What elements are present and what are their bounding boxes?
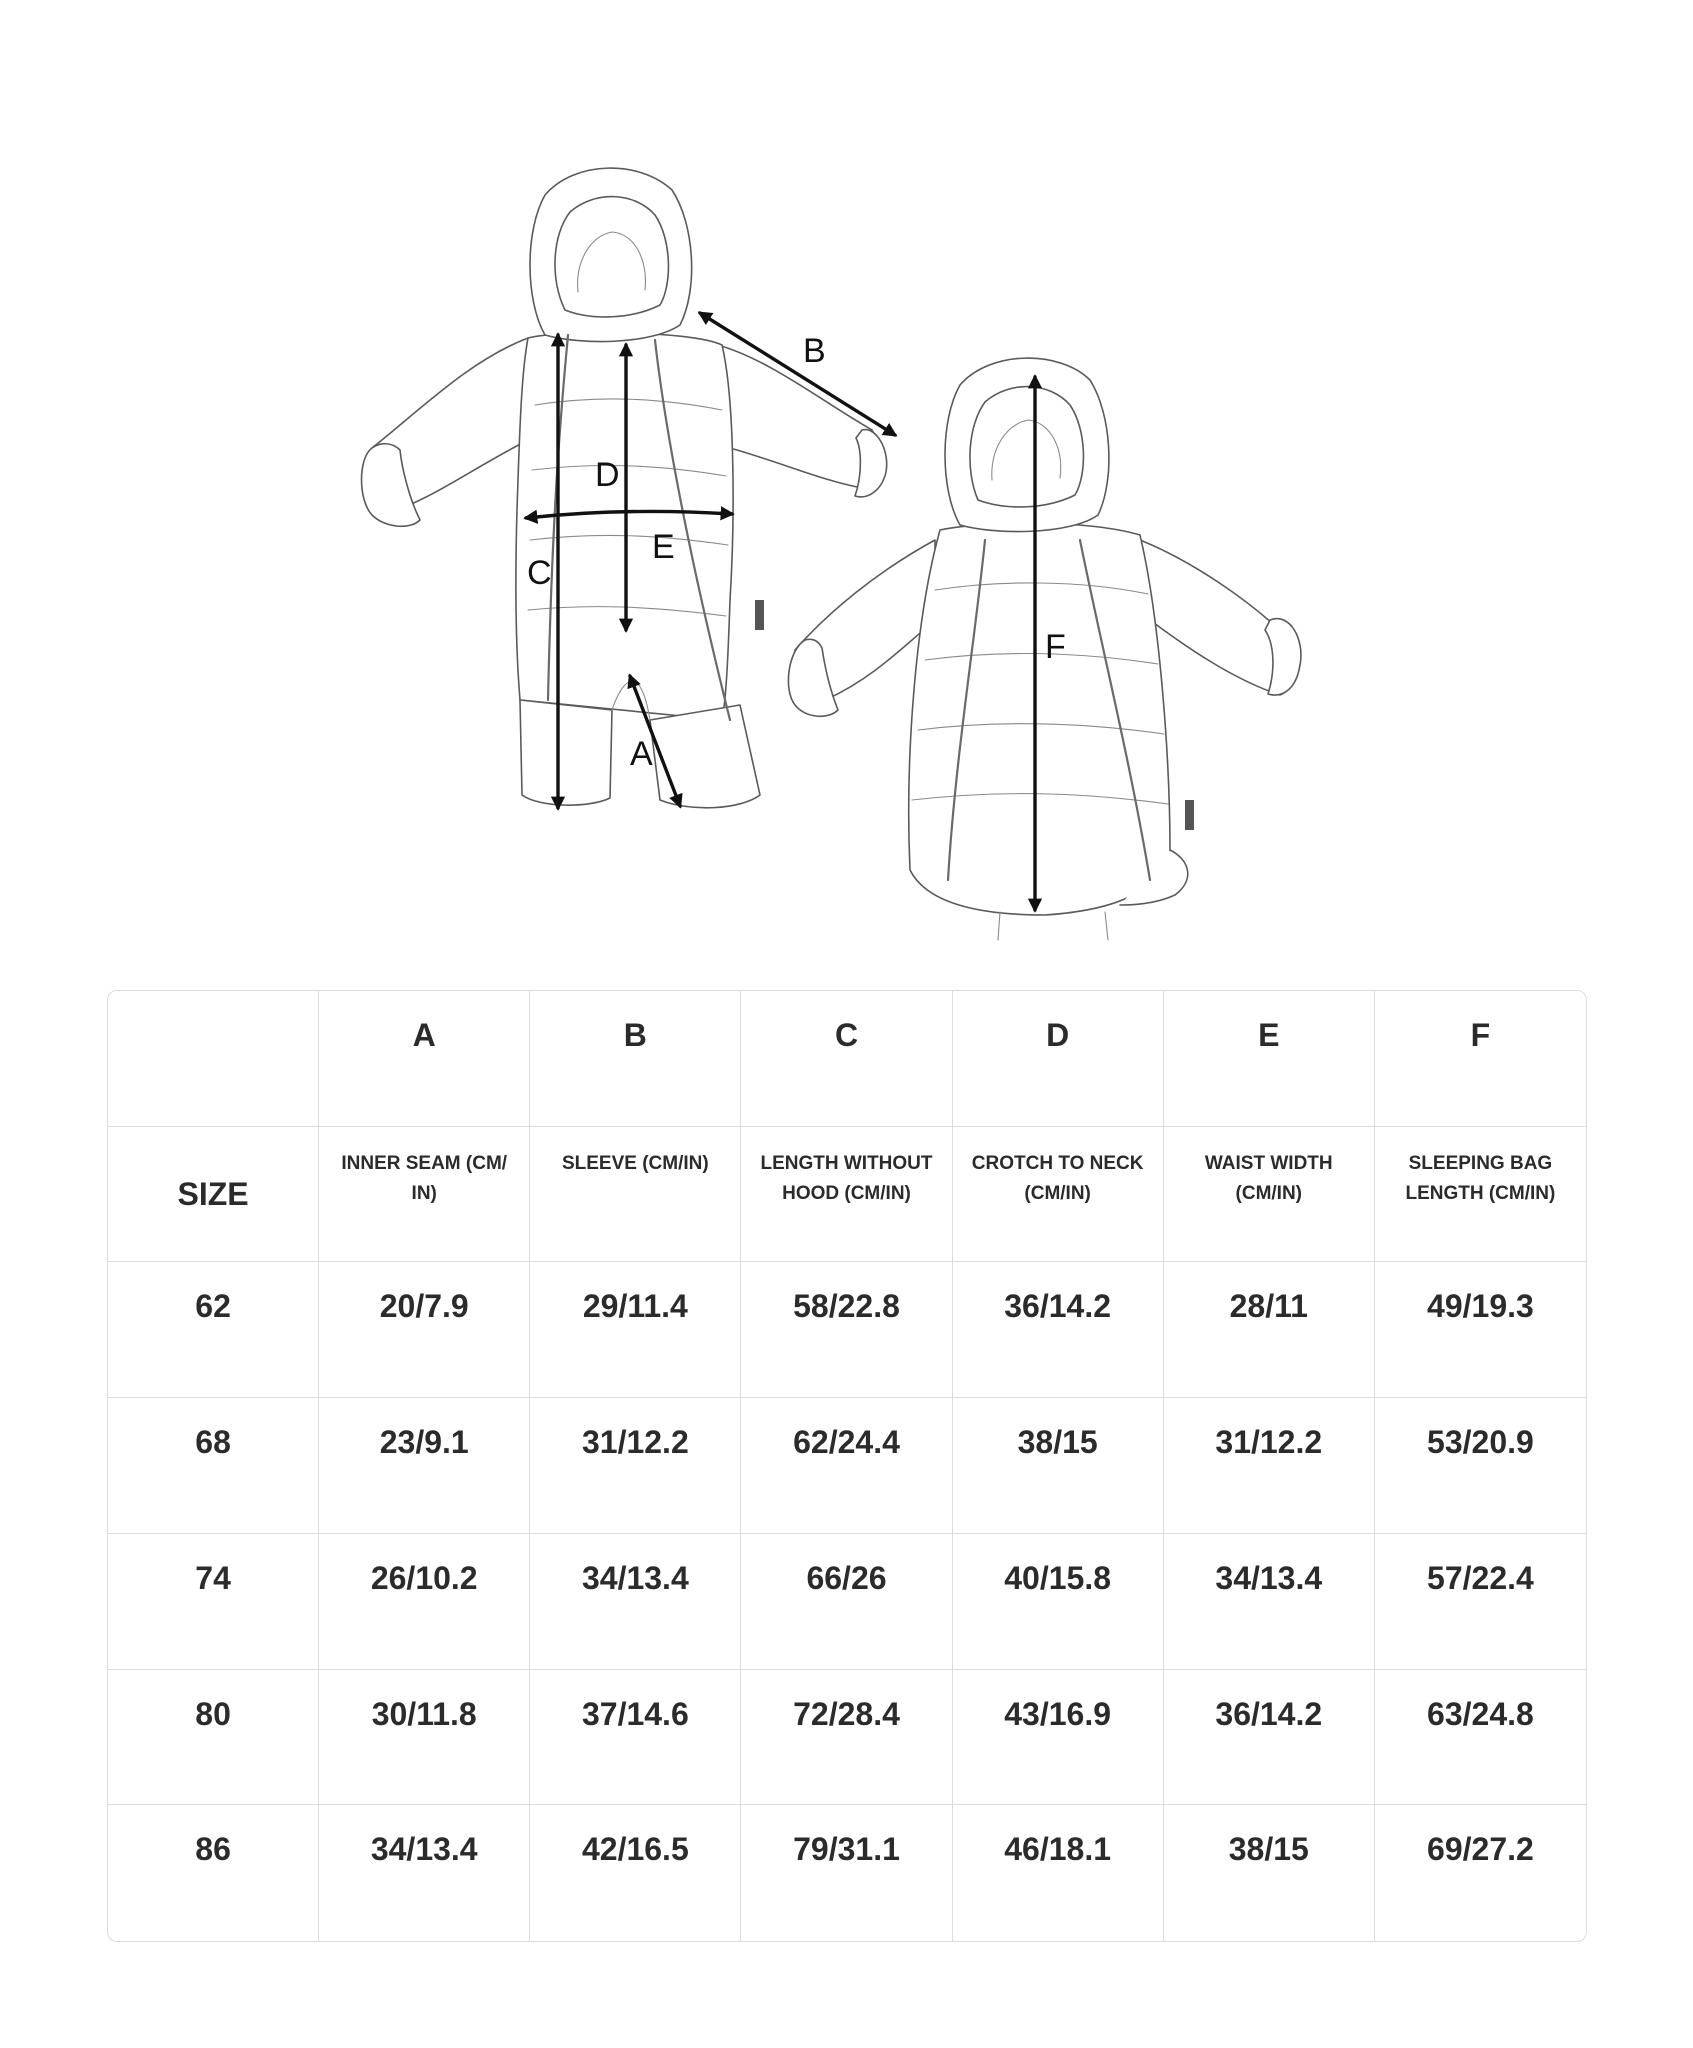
table-cell: 38/15 [953,1398,1164,1534]
column-letter: E [1164,991,1375,1127]
table-cell: 23/9.1 [319,1398,530,1534]
table-cell: 72/28.4 [741,1670,952,1806]
column-description: WAIST WIDTH (CM/IN) [1164,1127,1375,1263]
column-letter: D [953,991,1164,1127]
table-cell: 31/12.2 [530,1398,741,1534]
table-cell: 31/12.2 [1164,1398,1375,1534]
column-description: SLEEVE (CM/IN) [530,1127,741,1263]
label-f: F [1045,628,1066,666]
table-cell: 46/18.1 [953,1805,1164,1941]
column-letter: B [530,991,741,1127]
table-cell: 20/7.9 [319,1262,530,1398]
table-cell: 40/15.8 [953,1534,1164,1670]
table-cell: 79/31.1 [741,1805,952,1941]
table-cell: 29/11.4 [530,1262,741,1398]
table-cell: 34/13.4 [1164,1534,1375,1670]
column-letter: C [741,991,952,1127]
column-description: LENGTH WITHOUT HOOD (CM/IN) [741,1127,952,1263]
label-e: E [652,528,675,566]
table-cell: 69/27.2 [1427,1831,1534,1868]
column-description: CROTCH TO NECK (CM/IN) [953,1127,1164,1263]
table-cell: 26/10.2 [319,1534,530,1670]
table-cell: 34/13.4 [530,1534,741,1670]
table-cell: 43/16.9 [953,1670,1164,1806]
size-cell: 62 [108,1262,319,1398]
size-chart-table [107,990,1587,1942]
size-cell: 80 [108,1670,319,1806]
table-cell: 36/14.2 [1164,1670,1375,1806]
table-cell: 49/19.3 [1375,1262,1586,1398]
table-cell: 53/20.9 [1375,1398,1586,1534]
table-cell: 36/14.2 [953,1262,1164,1398]
table-cell: 63/24.8 [1375,1670,1586,1806]
size-column-label: SIZE [108,1127,319,1263]
size-chart-grid [108,991,1586,1941]
table-cell: 28/11 [1164,1262,1375,1398]
table-cell: 42/16.5 [530,1805,741,1941]
header-empty-cell [108,991,319,1127]
column-description: SLEEPING BAG LENGTH (CM/IN) [1375,1127,1586,1263]
size-cell: 86 [108,1805,319,1941]
size-cell: 68 [108,1398,319,1534]
table-cell: 34/13.4 [319,1805,530,1941]
label-d: D [595,456,620,494]
table-cell: 37/14.6 [530,1670,741,1806]
table-cell: 30/11.8 [319,1670,530,1806]
table-cell: 57/22.4 [1375,1534,1586,1670]
column-letter: F [1375,991,1586,1127]
label-a: A [630,735,653,773]
garment-illustration [0,0,1693,980]
size-cell: 74 [108,1534,319,1670]
table-cell: 58/22.8 [741,1262,952,1398]
column-description: INNER SEAM (CM/ IN) [319,1127,530,1263]
label-c: C [527,554,552,592]
column-letter: A [319,991,530,1127]
table-cell: 62/24.4 [741,1398,952,1534]
table-cell: 38/15 [1164,1805,1375,1941]
table-cell: 66/26 [741,1534,952,1670]
label-b: B [803,332,826,370]
